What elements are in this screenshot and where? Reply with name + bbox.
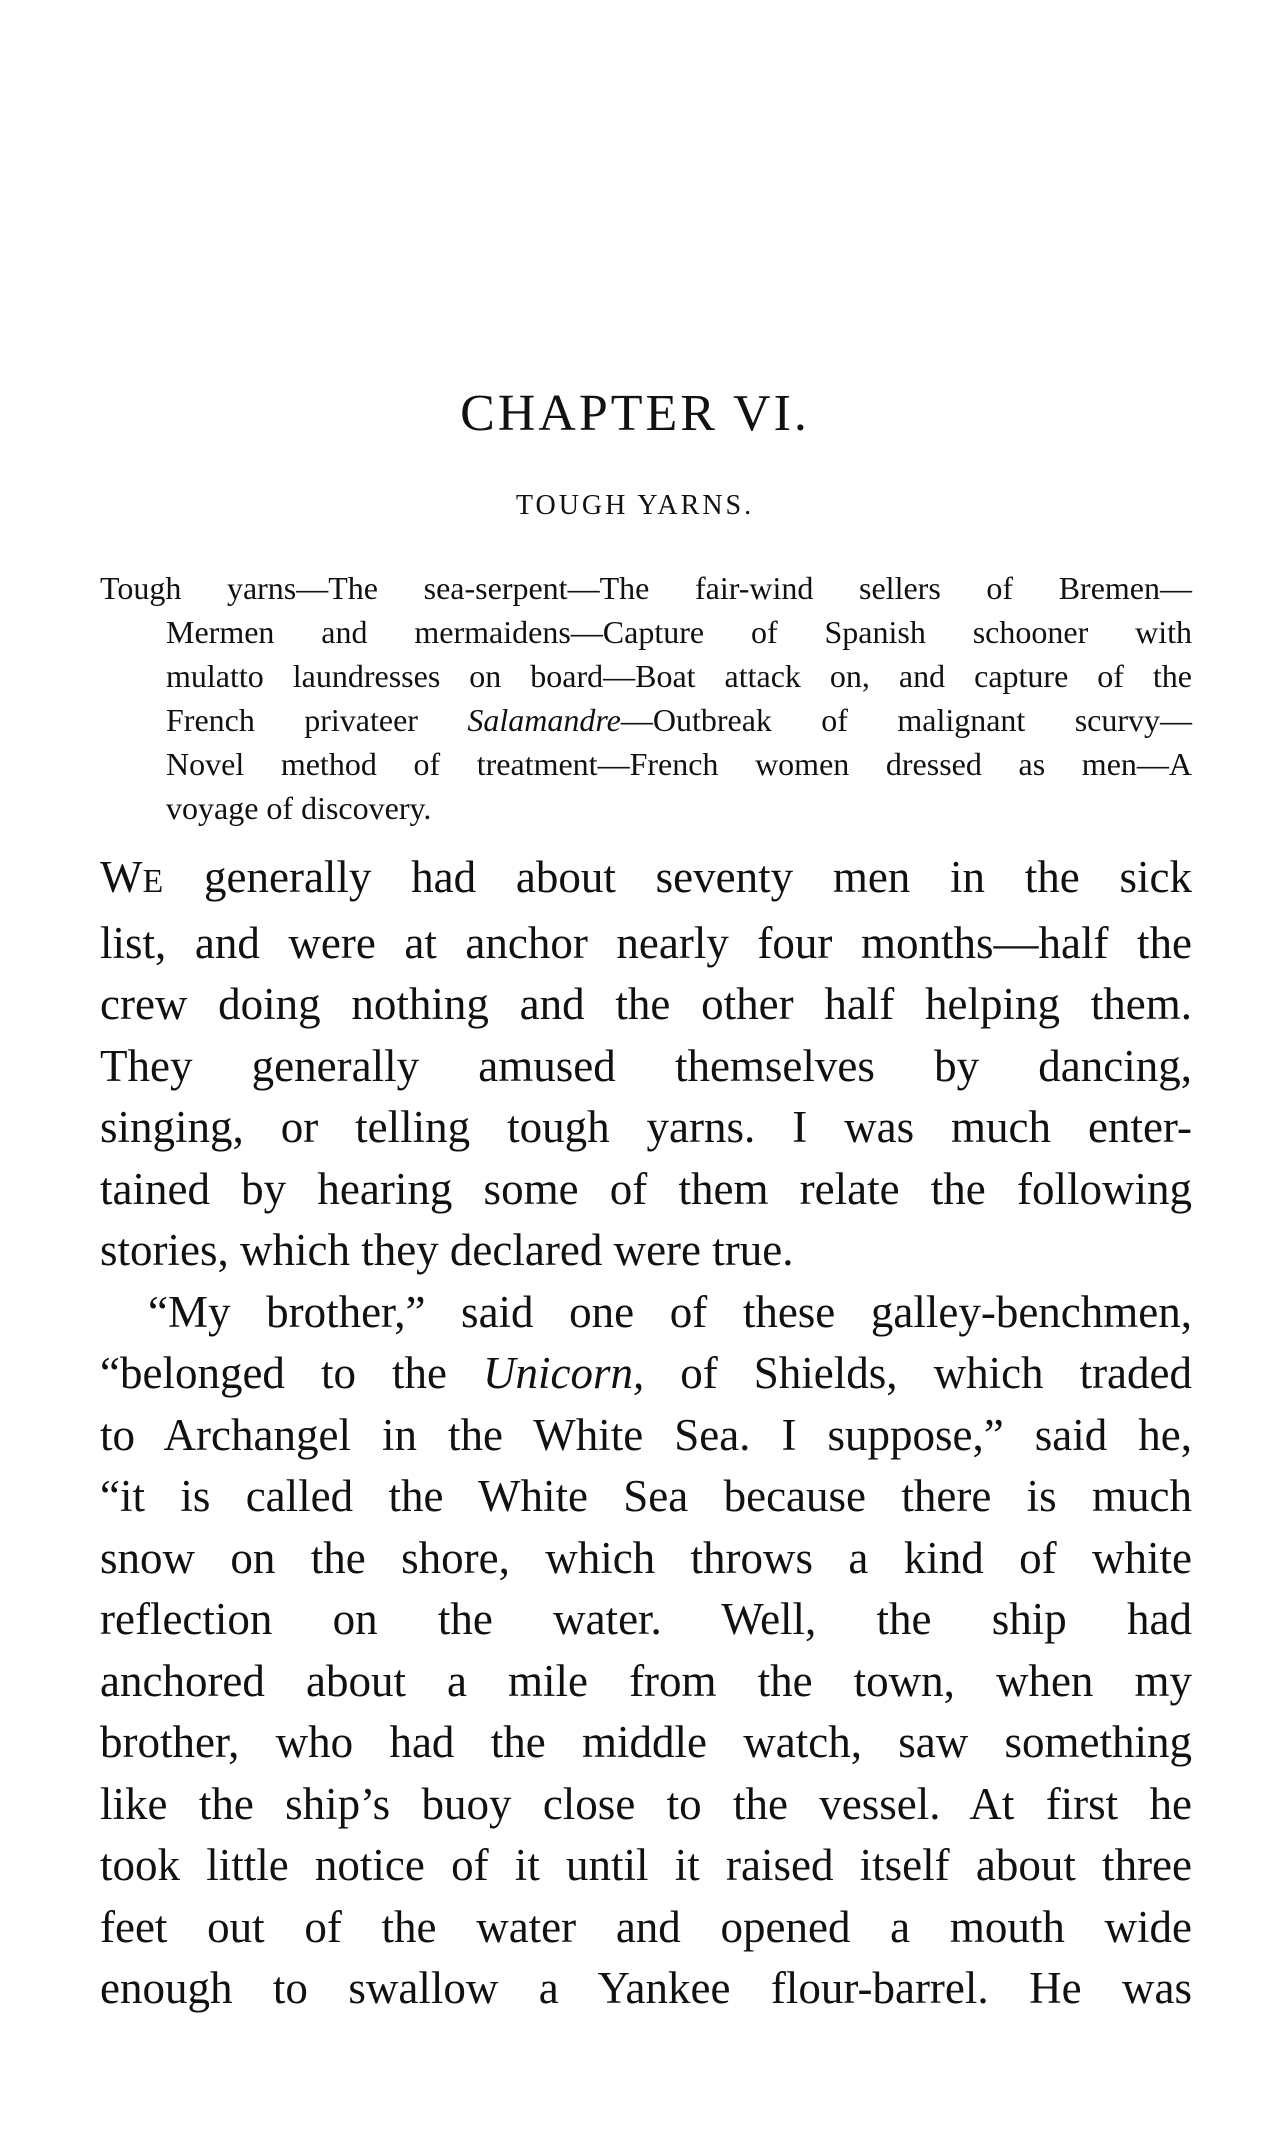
body-line: crew doing nothing and the other half helping them.: [100, 979, 1192, 1029]
body-text: generally had about seventy men in the sick: [164, 852, 1192, 902]
synopsis-line: Mermen and mermaidens—Capture of Spanish schooner with: [166, 614, 1192, 650]
synopsis-line: [100, 698, 1192, 742]
body-line: like the ship’s buoy close to the vessel. At first he: [100, 1778, 1192, 1829]
chapter-title: CHAPTER VI.: [460, 385, 810, 442]
body-line: stories, which they declared were true.: [100, 1225, 794, 1275]
synopsis-line: voyage of discovery.: [166, 790, 432, 826]
body-line: to Archangel in the White Sea. I suppose,” said he,: [100, 1409, 1192, 1460]
body-line: “My brother,” said one of these galley-benchmen,: [148, 1286, 1192, 1337]
body-line: took little notice of it until it raised itself about three: [100, 1840, 1192, 1890]
body-line: snow on the shore, which throws a kind of white: [100, 1532, 1192, 1583]
body-line: enough to swallow a Yankee flour-barrel. He was: [100, 1963, 1192, 2013]
body-line: brother, who had the middle watch, saw something: [100, 1717, 1192, 1767]
ship-name-italic: Salamandre: [467, 702, 621, 738]
body-line: [100, 847, 1192, 913]
initial-letter: W: [100, 852, 143, 902]
chapter-synopsis: [100, 566, 1192, 830]
body-line: They generally amused themselves by dancing,: [100, 1040, 1192, 1091]
body-text: “belonged to the: [100, 1348, 447, 1398]
body-line: feet out of the water and opened a mouth wide: [100, 1901, 1192, 1952]
body-line: tained by hearing some of them relate the following: [100, 1163, 1192, 1214]
synopsis-text: French privateer: [166, 702, 418, 738]
synopsis-line: Tough yarns—The sea-serpent—The fair-wind sellers of Bremen—: [100, 570, 1192, 606]
body-line: [100, 1343, 1192, 1405]
body-line: anchored about a mile from the town, when my: [100, 1655, 1192, 1706]
synopsis-line: Novel method of treatment—French women dressed as men—A: [166, 746, 1192, 782]
ship-name-italic: Unicorn,: [482, 1348, 645, 1398]
chapter-body: [100, 847, 1192, 2020]
synopsis-line: mulatto laundresses on board—Boat attack on, and capture of the: [166, 658, 1192, 694]
body-line: reflection on the water. Well, the ship had: [100, 1594, 1192, 1644]
synopsis-text: —Outbreak of malignant scurvy—: [620, 702, 1193, 738]
chapter-subtitle: TOUGH YARNS.: [515, 490, 755, 521]
body-line: “it is called the White Sea because there is much: [100, 1471, 1192, 1521]
body-text: of Shields, which traded: [680, 1348, 1192, 1398]
body-line: list, and were at anchor nearly four months—half the: [100, 917, 1192, 968]
initial-smallcap: E: [142, 863, 165, 900]
body-line: singing, or telling tough yarns. I was much enter-: [100, 1102, 1192, 1152]
